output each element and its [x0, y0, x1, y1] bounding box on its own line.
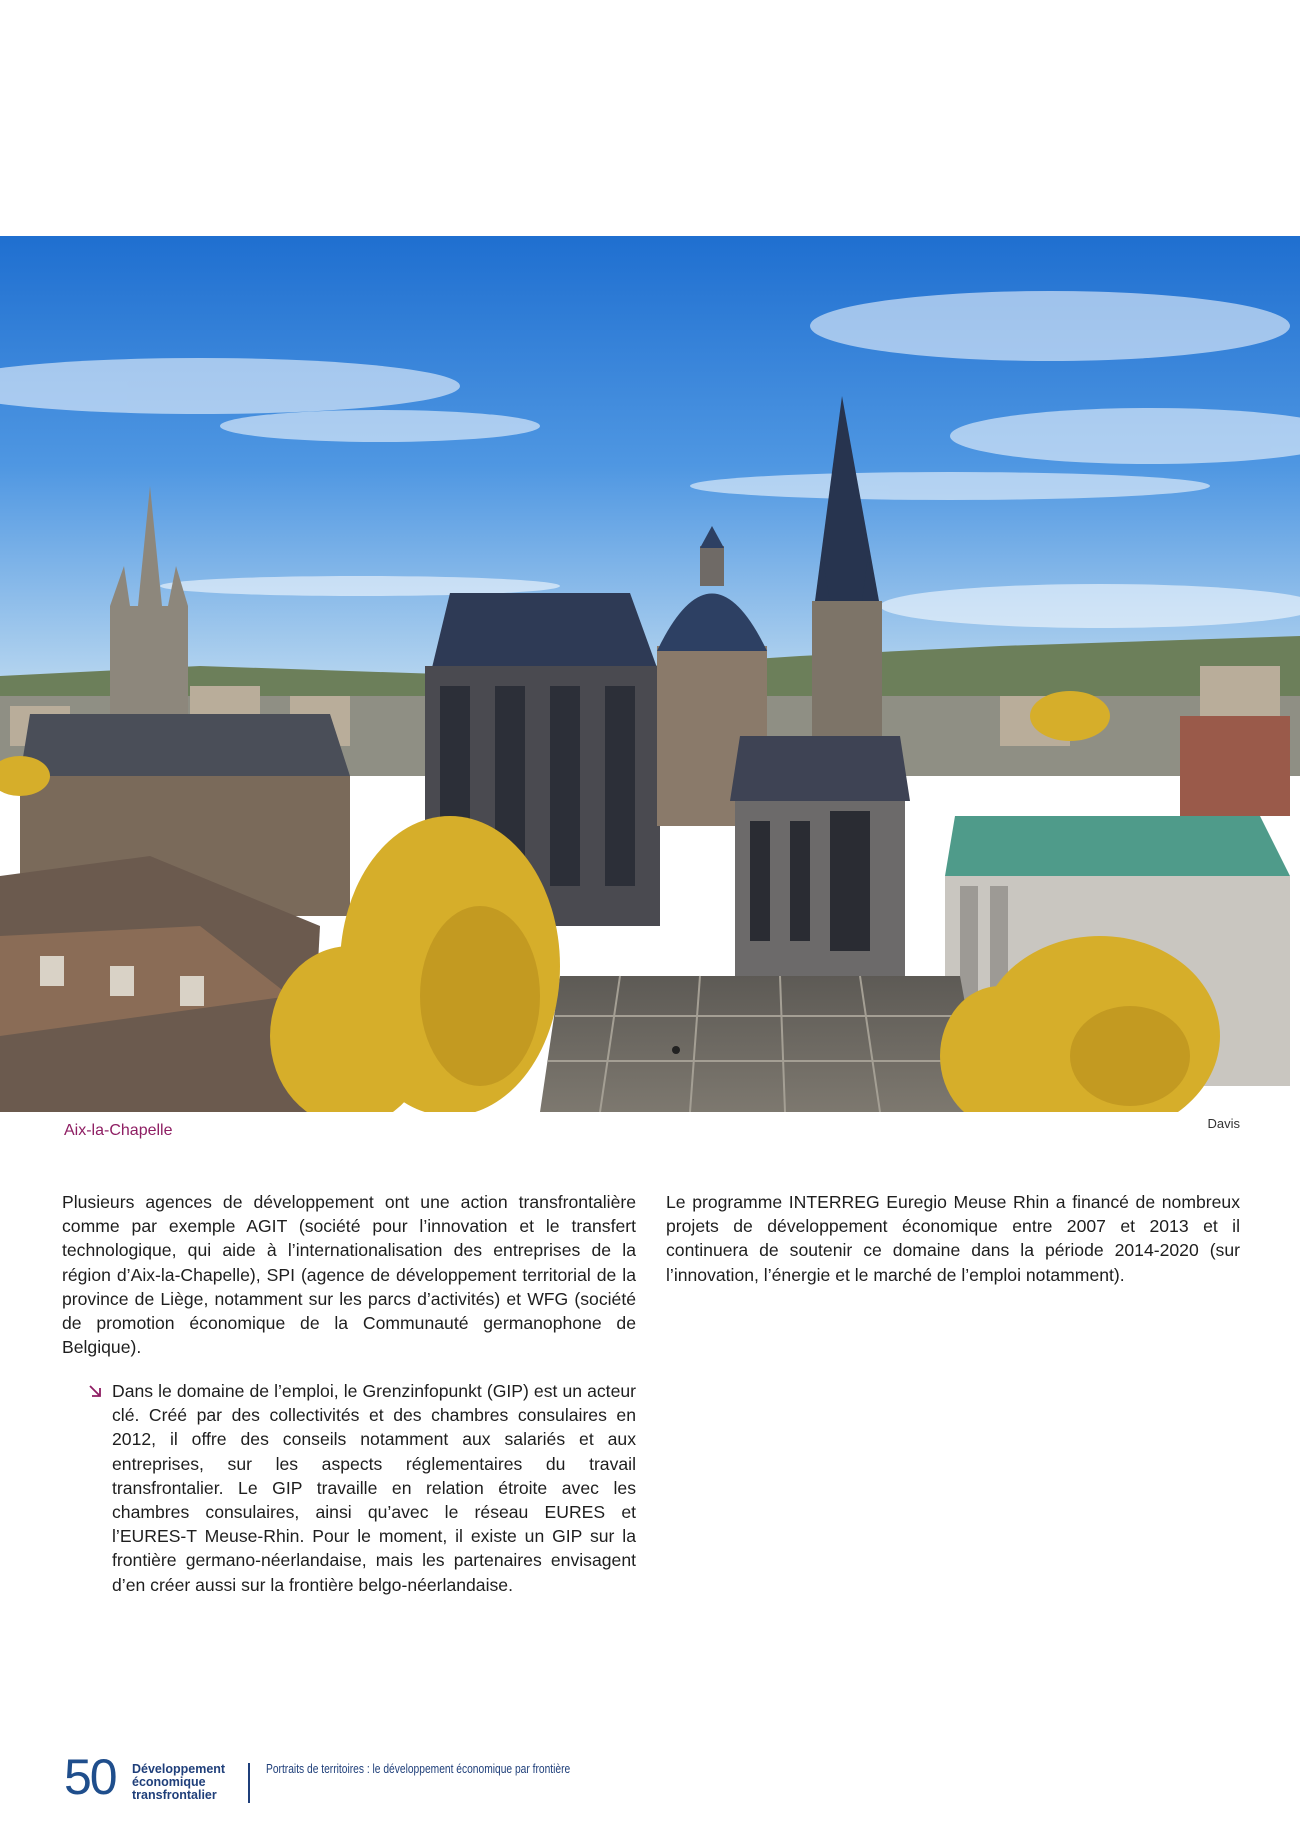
brand-line-1: Développement [132, 1762, 226, 1776]
brand-line-2: économique [132, 1775, 206, 1789]
footer-brand [132, 1763, 225, 1802]
bullet-text: Dans le domaine de l’emploi, le Grenzinfopunkt (GIP) est un acteur clé. Créé par des collectivités et des chambres consulaires en 2012, il offre des conseils notamment aux salariés et aux entreprises, sur les aspects réglementaires du travail transfrontalier. Le GIP travaille en relation étroite avec les chambres consulaires, ainsi qu’avec le réseau EURES et l’EURES-T Meuse-Rhin. Pour le moment, il existe un GIP sur la frontière germano-néerlandaise, mais les partenaires envisagent d’en créer aussi sur la frontière belgo-néerlandaise. [112, 1381, 636, 1595]
arrow-down-right-icon [88, 1379, 112, 1597]
right-paragraph: Le programme INTERREG Euregio Meuse Rhin a financé de nombreux projets de développement économique entre 2007 et 2013 et il continuera de soutenir ce domaine dans la période 2014-2020 (sur l’innovation, l’énergie et le marché de l’emploi notamment). [666, 1192, 1240, 1285]
photo-credit: Davis [1207, 1116, 1240, 1131]
series-title: Portraits de territoires : le développement économique par frontière [266, 1762, 571, 1776]
employment-bullet [88, 1379, 636, 1597]
aachen-cathedral-photo [0, 236, 1300, 1112]
left-column [62, 1190, 636, 1359]
brand-line-3: transfrontalier [132, 1788, 217, 1802]
right-column [666, 1190, 1240, 1287]
photo-caption: Aix-la-Chapelle [64, 1122, 173, 1139]
left-paragraph: Plusieurs agences de développement ont une action transfrontalière comme par exemple AGIT (société pour l’innovation et le transfert technologique, qui aide à l’internationalisation des entreprises de la région d’Aix-la-Chapelle), SPI (agence de développement territorial de la province de Liège, notamment sur les parcs d’activités) et WFG (société de promotion économique de la Communauté germanophone de Belgique). [62, 1192, 636, 1358]
page-number: 50 [64, 1749, 116, 1805]
footer-divider [248, 1763, 250, 1803]
